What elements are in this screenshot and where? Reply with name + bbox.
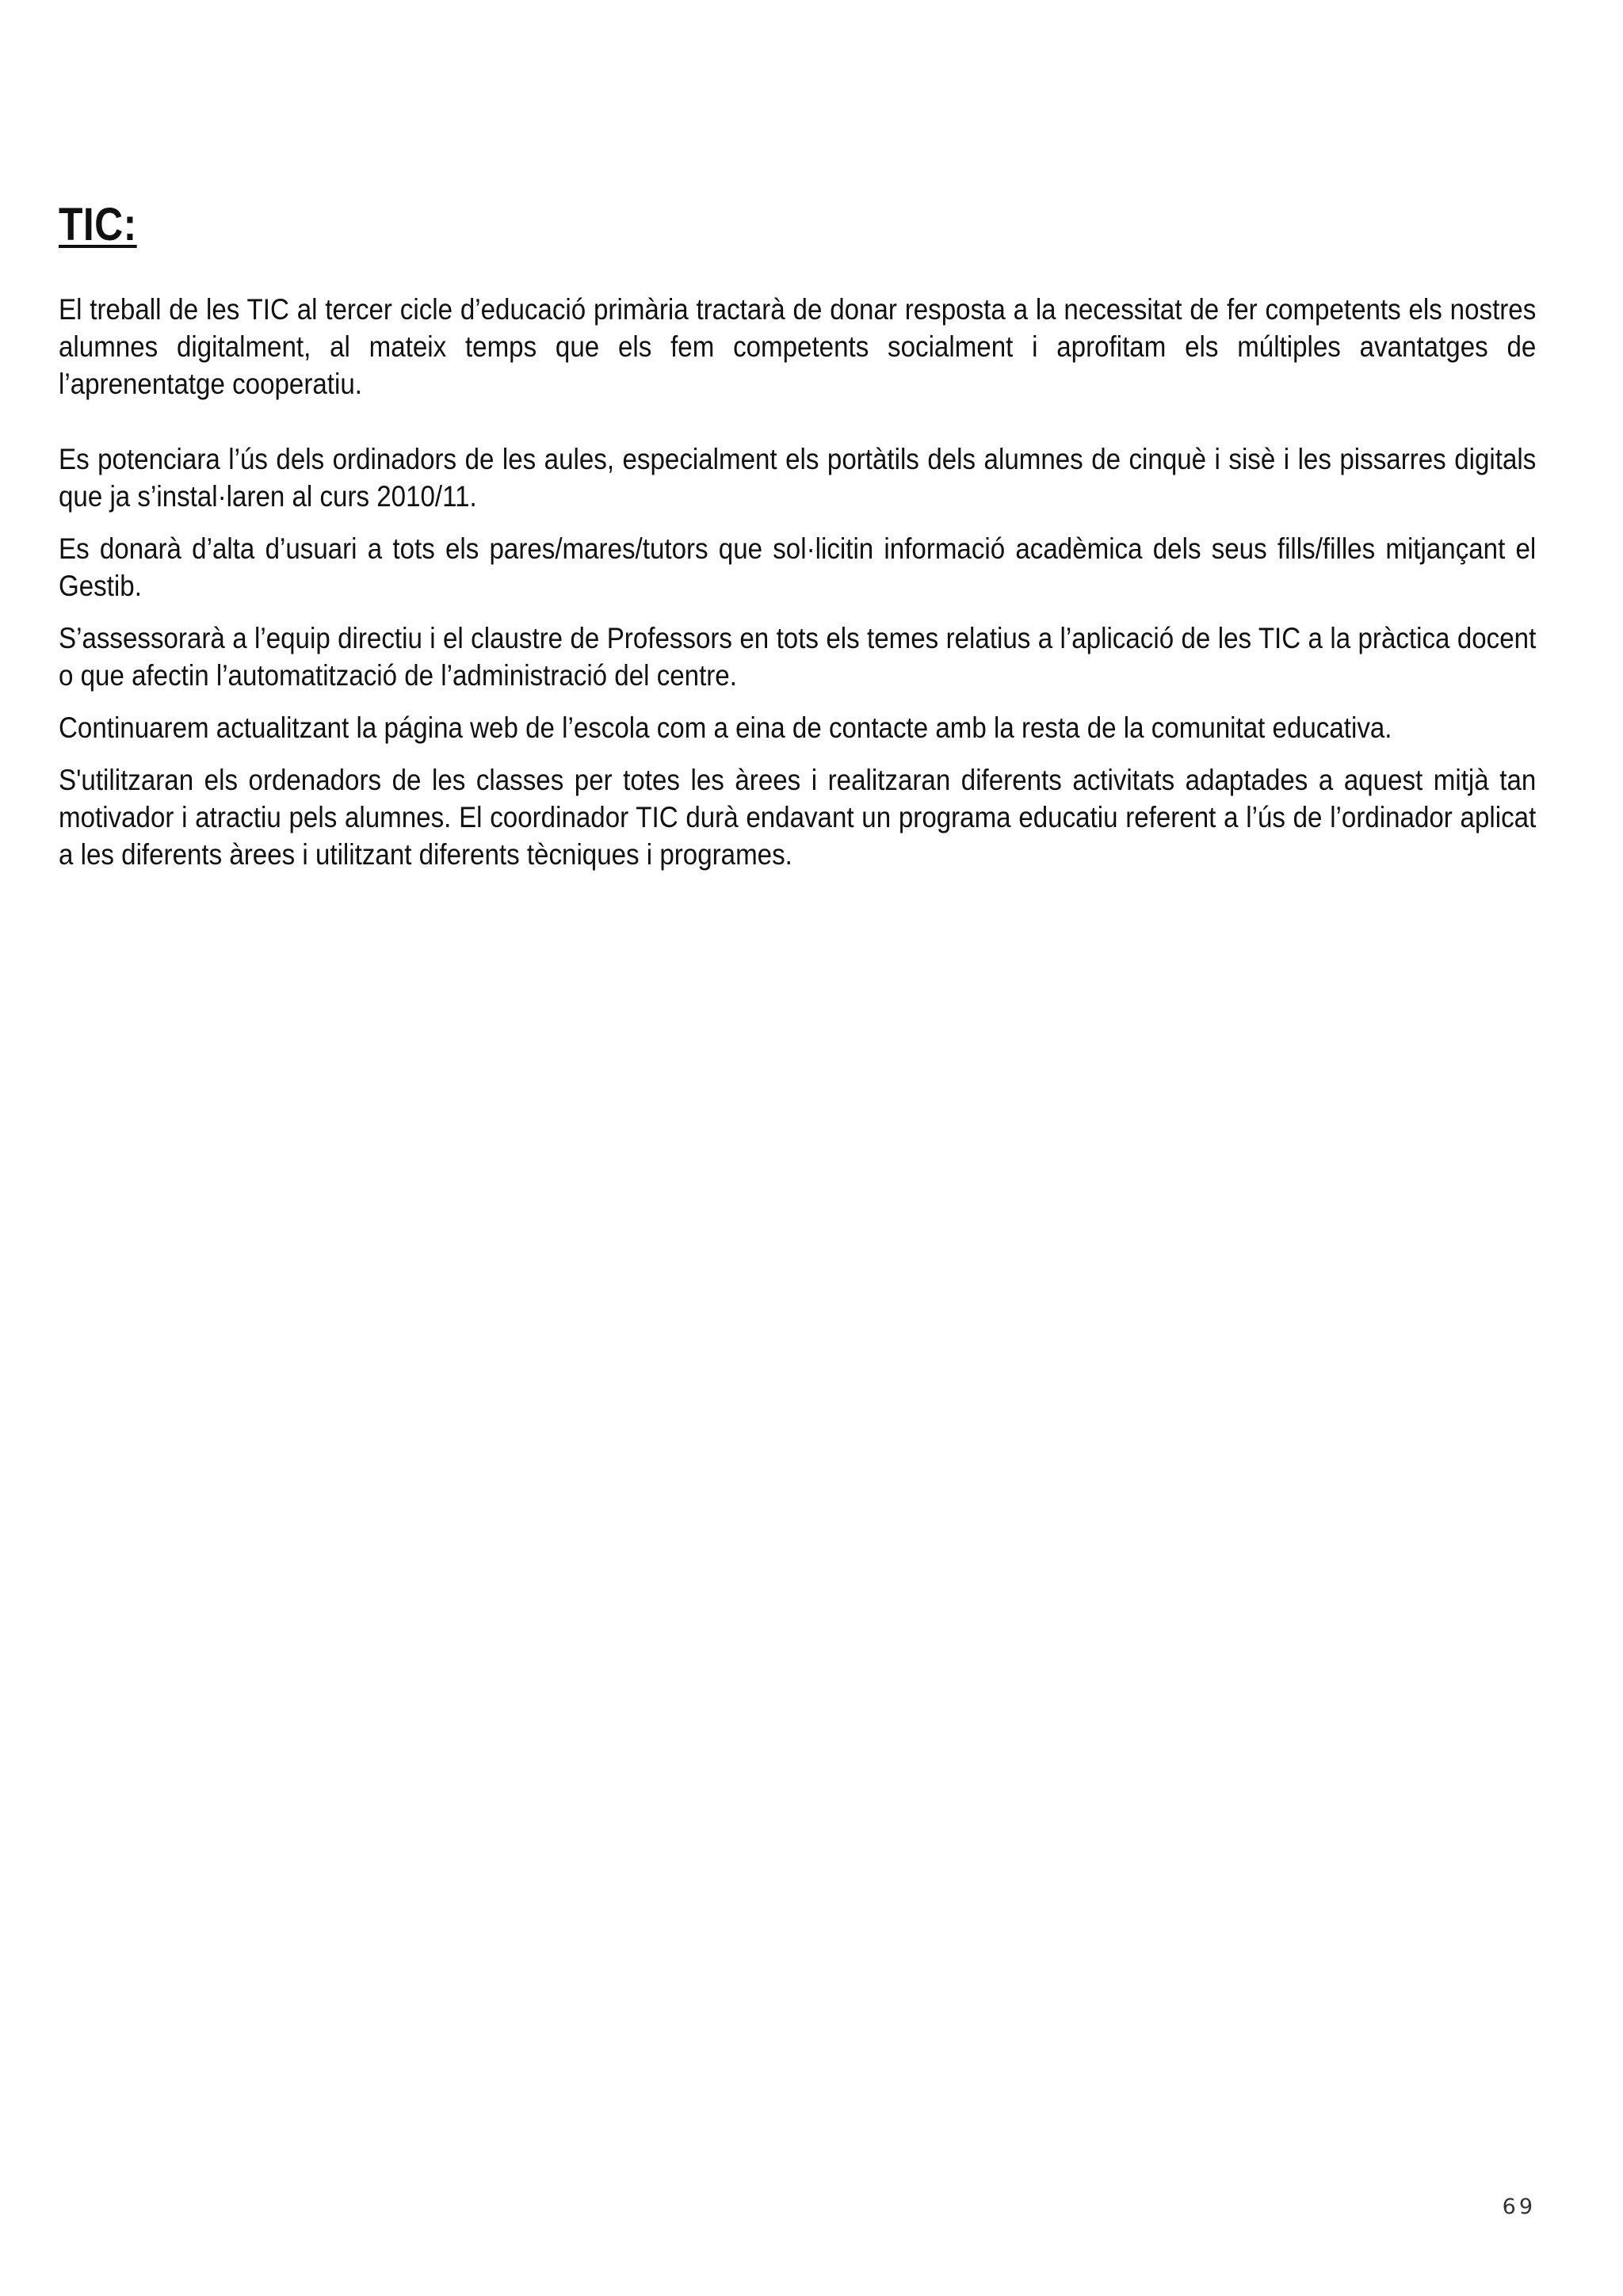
paragraph-website: Continuarem actualitzant la página web de l’escola com a eina de contacte amb la resta de la comunitat educativa. <box>59 711 1392 744</box>
paragraph-intro: El treball de les TIC al tercer cicle d’educació primària tractarà de donar resposta a la necessitat de fer competents els nostres alumnes digitalment, al mateix temps que els fem competents socialment i aprofitam els múltiples avantatges de l’aprenentatge cooperatiu. <box>59 293 1537 400</box>
paragraph-computers-usage: Es potenciara l’ús dels ordinadors de les aules, especialment els portàtils dels alumnes de cinquè i sisè i les pissarres digitals que ja s’instal·laren al curs 2010/11. <box>59 443 1537 513</box>
section-heading: TIC: <box>59 199 137 250</box>
page-number: 69 <box>1502 2195 1536 2219</box>
document-body <box>59 198 1536 873</box>
paragraph-advisory: S’assessorarà a l’equip directiu i el claustre de Professors en tots els temes relatius a l’aplicació de les TIC a la pràctica docent o que afectin l’automatització de l’administració del centre. <box>59 622 1537 692</box>
paragraph-gestib-users: Es donarà d’alta d’usuari a tots els pares/mares/tutors que sol·licitin informació acadèmica dels seus fills/filles mitjançant el Gestib. <box>59 532 1537 602</box>
paragraph-classroom-computers: S'utilitzaran els ordenadors de les classes per totes les àrees i realitzaran diferents activitats adaptades a aquest mitjà tan motivador i atractiu pels alumnes. El coordinador TIC durà endavant un programa educatiu referent a l’ús de l’ordinador aplicat a les diferents àrees i utilitzant diferents tècniques i programes. <box>59 764 1537 871</box>
